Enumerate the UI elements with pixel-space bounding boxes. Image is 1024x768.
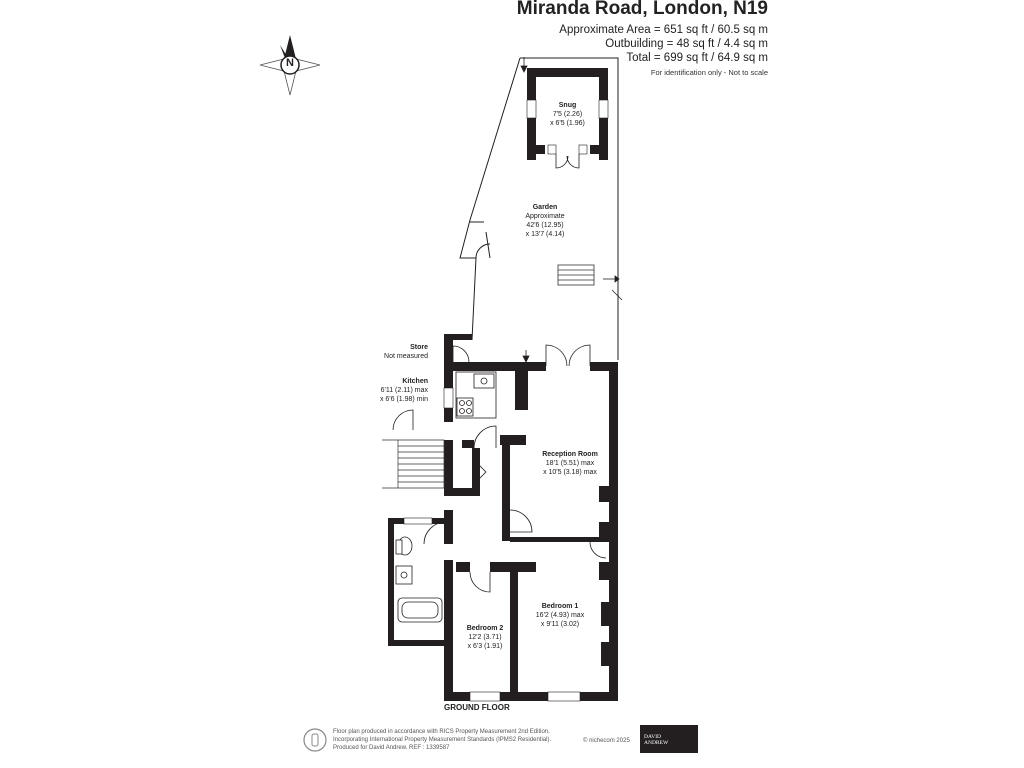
room-garden-dim2: x 13'7 (4.14) <box>525 231 565 238</box>
room-bedroom-1-name: Bedroom 1 <box>541 603 579 610</box>
room-store <box>340 343 428 361</box>
room-snug-dim2: x 6'5 (1.96) <box>550 120 585 127</box>
room-reception-dim2: x 10'5 (3.18) max <box>543 469 597 476</box>
footer-line-2: Incorporating International Property Measurement Standards (IPMS2 Residential). <box>333 737 552 743</box>
logo-line-2: ANDREW <box>644 740 669 746</box>
room-snug <box>527 101 608 128</box>
scale-note: For identification only - Not to scale <box>650 68 768 77</box>
logo-line-1: DAVID <box>644 734 662 740</box>
room-bedroom-1-dim1: 16'2 (4.93) max <box>535 612 585 619</box>
bathroom-fittings <box>396 537 442 622</box>
footer-line-3: Produced for David Andrew. REF : 1339587 <box>333 745 450 751</box>
room-kitchen-name: Kitchen <box>402 378 428 385</box>
rics-badge-icon <box>304 729 326 751</box>
house-windows <box>404 388 580 701</box>
room-kitchen <box>330 377 428 404</box>
floor-label: GROUND FLOOR <box>444 703 510 712</box>
room-bedroom-2 <box>455 624 515 651</box>
footer-copyright: © nichecom 2025 <box>583 738 630 744</box>
room-store-name: Store <box>410 344 428 351</box>
room-garden-dim1: 42'6 (12.95) <box>526 222 564 229</box>
room-snug-name: Snug <box>558 102 577 109</box>
agent-logo <box>640 725 698 753</box>
room-reception <box>520 450 620 477</box>
room-store-line1: Not measured <box>384 353 428 360</box>
reception-french-doors <box>546 345 590 366</box>
room-kitchen-dim1: 6'11 (2.11) max <box>380 387 428 394</box>
room-garden-line1: Approximate <box>525 213 565 220</box>
total-area: Total = 699 sq ft / 64.9 sq m <box>626 52 768 64</box>
compass-north-label: N <box>286 57 294 69</box>
room-bedroom-2-name: Bedroom 2 <box>466 625 504 632</box>
approximate-area: Approximate Area = 651 sq ft / 60.5 sq m <box>559 24 768 36</box>
room-snug-dim1: 7'5 (2.26) <box>552 111 583 118</box>
room-reception-name: Reception Room <box>542 451 598 458</box>
room-garden <box>500 203 590 239</box>
snug-french-doors <box>556 154 579 168</box>
footer-disclaimer <box>333 728 593 752</box>
outbuilding-area: Outbuilding = 48 sq ft / 4.4 sq m <box>605 38 768 50</box>
side-stairs <box>382 440 444 488</box>
room-bedroom-2-dim1: 12'2 (3.71) <box>468 634 502 641</box>
room-garden-name: Garden <box>532 204 558 211</box>
garden-steps <box>558 265 594 285</box>
room-bedroom-1-dim2: x 9'11 (3.02) <box>540 621 580 628</box>
kitchen-fittings <box>456 372 496 418</box>
room-bedroom-2-dim2: x 6'3 (1.91) <box>467 643 503 650</box>
room-bedroom-1 <box>518 602 602 629</box>
room-reception-dim1: 18'1 (5.51) max <box>545 460 595 467</box>
room-kitchen-dim2: x 6'6 (1.98) min <box>379 396 428 403</box>
property-title: Miranda Road, London, N19 <box>516 0 768 19</box>
footer-line-1: Floor plan produced in accordance with RICS Property Measurement 2nd Edition, <box>333 729 550 735</box>
